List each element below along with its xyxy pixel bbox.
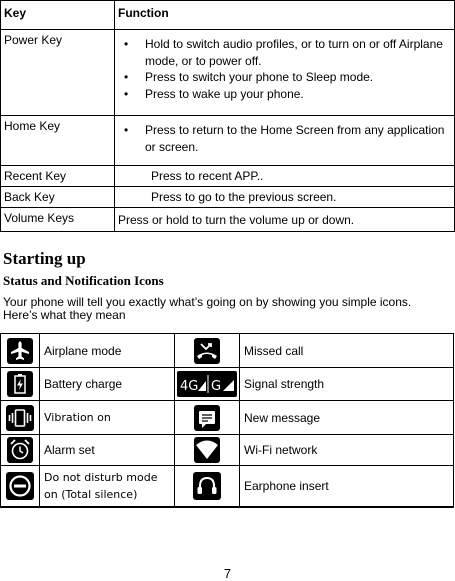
icon-label: Signal strength [240,368,454,401]
key-function-table [0,0,455,232]
earphone-icon [175,466,240,508]
subsection-heading: Status and Notification Icons [3,273,164,288]
key-function: Press to recent APP.. [115,166,455,187]
wifi-icon [175,435,240,466]
battery-charge-icon [1,368,40,401]
table-row [1,368,454,401]
list-item: • Press to wake up your phone. [118,86,451,103]
vibration-icon [1,401,40,435]
new-message-icon [175,401,240,435]
table-row-power [1,30,455,116]
table-row [1,466,454,508]
header-function: Function [115,1,455,30]
bullet-list [118,122,451,155]
list-item: • Press to return to the Home Screen from any application or screen. [118,122,451,155]
key-function: Press or hold to turn the volume up or down. [115,208,455,232]
icon-label: New message [240,401,454,435]
key-function [115,30,455,116]
missed-call-icon [175,334,240,368]
airplane-icon [1,334,40,368]
intro-paragraph: Your phone will tell you exactly what’s going on by showing you simple icons. Here’s what they mean [3,295,412,322]
svg-text:4G: 4G [180,379,199,394]
table-header-row [1,1,455,30]
icon-label: Alarm set [40,435,175,466]
key-name: Recent Key [1,166,115,187]
status-icons-table [0,333,454,508]
icon-label: Airplane mode [40,334,175,368]
page-number: 7 [223,566,232,581]
table-row [1,435,454,466]
table-row [1,401,454,435]
svg-text:G: G [211,379,222,394]
section-heading: Starting up [3,249,86,268]
key-name: Volume Keys [1,208,115,232]
bullet-list [118,36,451,102]
icon-label: Missed call [240,334,454,368]
table-row-recent [1,166,455,187]
key-function [115,116,455,166]
list-item: • Hold to switch audio profiles, or to turn on or off Airplane mode, or to power off. [118,36,451,69]
icon-label: Battery charge [40,368,175,401]
signal-strength-icon [175,368,240,401]
list-item: • Press to switch your phone to Sleep mode. [118,69,451,86]
alarm-icon [1,435,40,466]
table-row-home [1,116,455,166]
key-name: Home Key [1,116,115,166]
table-row-volume [1,208,455,232]
table-row [1,334,454,368]
do-not-disturb-icon [1,466,40,508]
icon-label: Do not disturb mode on (Total silence) [40,466,175,508]
key-name: Power Key [1,30,115,116]
header-key: Key [1,1,115,30]
table-row-back [1,187,455,208]
icon-label: Vibration on [40,401,175,435]
icon-label: Wi-Fi network [240,435,454,466]
key-name: Back Key [1,187,115,208]
icon-label: Earphone insert [240,466,454,508]
key-function: Press to go to the previous screen. [115,187,455,208]
